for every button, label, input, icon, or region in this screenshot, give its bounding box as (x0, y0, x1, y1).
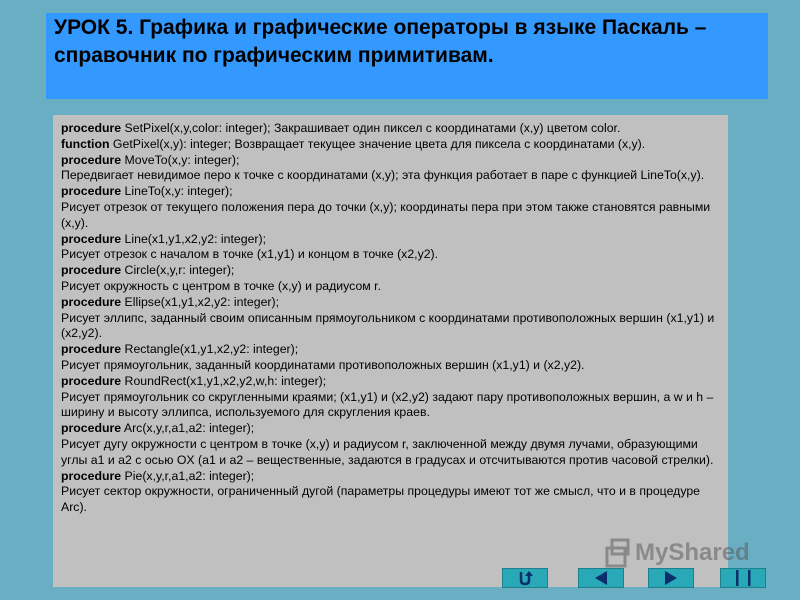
list-item (61, 358, 722, 374)
line-text: Рисует отрезок с началом в точке (x1,y1) и концом в точке (x2,y2). (61, 247, 439, 262)
list-item (61, 247, 722, 263)
line-text: Рисует прямоугольник, заданный координатами противоположных вершин (x1,y1) и (x2,y2). (61, 357, 585, 372)
line-text: Rectangle(x1,y1,x2,y2: integer); (121, 342, 299, 357)
list-item (61, 263, 722, 279)
list-item (61, 390, 722, 422)
line-text: Ellipse(x1,y1,x2,y2: integer); (121, 294, 280, 309)
line-text: SetPixel(x,y,color: integer); Закрашивает один пиксел с координатами (x,y) цветом color. (121, 121, 621, 135)
back-button[interactable] (578, 568, 624, 588)
keyword: procedure (61, 294, 122, 309)
list-item (61, 121, 722, 137)
list-item (61, 232, 722, 248)
list-item (61, 279, 722, 295)
line-text: Pie(x,y,r,a1,a2: integer); (121, 468, 255, 483)
line-text: Передвигает невидимое перо к точке с координатами (x,y); эта функция работает в паре с функцией LineTo(x,y). (61, 168, 705, 183)
list-item (61, 342, 722, 358)
list-item (61, 153, 722, 169)
triangle-right-icon (661, 570, 681, 586)
line-text: MoveTo(x,y: integer); (121, 152, 240, 167)
keyword: procedure (61, 152, 122, 167)
list-item (61, 168, 722, 184)
content-panel (53, 115, 728, 587)
line-text: Рисует окружность с центром в точке (x,y) и радиусом r. (61, 278, 382, 293)
list-item (61, 311, 722, 343)
list-item (61, 421, 722, 437)
end-button[interactable] (720, 568, 766, 588)
line-text: Arc(x,y,r,a1,a2: integer); (121, 421, 255, 436)
line-text: Line(x1,y1,x2,y2: integer); (121, 231, 267, 246)
keyword: procedure (61, 121, 122, 135)
end-icon (733, 570, 753, 586)
line-text: Рисует отрезок от текущего положения пера до точки (x,y); координаты пера при этом также становятся равными (x,y). (61, 199, 711, 230)
line-text: Рисует сектор окружности, ограниченный дугой (параметры процедуры имеют тот же смысл, что и в процедуре Arc). (61, 484, 701, 515)
list-item (61, 437, 722, 469)
title-bar (46, 13, 768, 99)
line-text: RoundRect(x1,y1,x2,y2,w,h: integer); (121, 373, 327, 388)
list-item (61, 200, 722, 232)
list-item (61, 484, 722, 516)
line-text: GetPixel(x,y): integer; Возвращает текущее значение цвета для пиксела с координатами (x,y). (109, 136, 646, 151)
list-item (61, 295, 722, 311)
line-text: LineTo(x,y: integer); (121, 184, 233, 199)
keyword: procedure (61, 468, 122, 483)
watermark-logo-icon (605, 538, 631, 568)
keyword: procedure (61, 373, 122, 388)
list-item (61, 469, 722, 485)
list-item (61, 137, 722, 153)
keyword: procedure (61, 263, 122, 278)
keyword: procedure (61, 421, 122, 436)
keyword: procedure (61, 184, 122, 199)
line-text: Рисует прямоугольник со скругленными краями; (x1,y1) и (x2,y2) задают пару противоположных вершин, а w и h – ширину и высоту эллипса, используемого для скругления краев. (61, 389, 714, 420)
forward-button[interactable] (648, 568, 694, 588)
triangle-left-icon (591, 570, 611, 586)
list-item (61, 374, 722, 390)
keyword: procedure (61, 231, 122, 246)
page-title: УРОК 5. Графика и графические операторы в языке Паскаль – справочник по графическим примитивам. (54, 16, 707, 67)
line-text: Рисует эллипс, заданный своим описанным прямоугольником с координатами противоположных вершин (x1,y1) и (x2,y2). (61, 310, 715, 341)
line-text: Circle(x,y,r: integer); (121, 263, 235, 278)
keyword: procedure (61, 342, 122, 357)
return-button[interactable] (502, 568, 548, 588)
keyword: function (61, 136, 110, 151)
line-text: Рисует дугу окружности с центром в точке (x,y) и радиусом r, заключенной между двумя лучами, образующими углы a1 и a2 с осью OX (a1 и a2 – вещественные, задаются в градусах и отсчитываются против часовой стрелки). (61, 436, 714, 467)
return-icon (515, 570, 535, 586)
watermark-text: MyShared (635, 539, 750, 566)
watermark (605, 535, 765, 571)
list-item (61, 184, 722, 200)
